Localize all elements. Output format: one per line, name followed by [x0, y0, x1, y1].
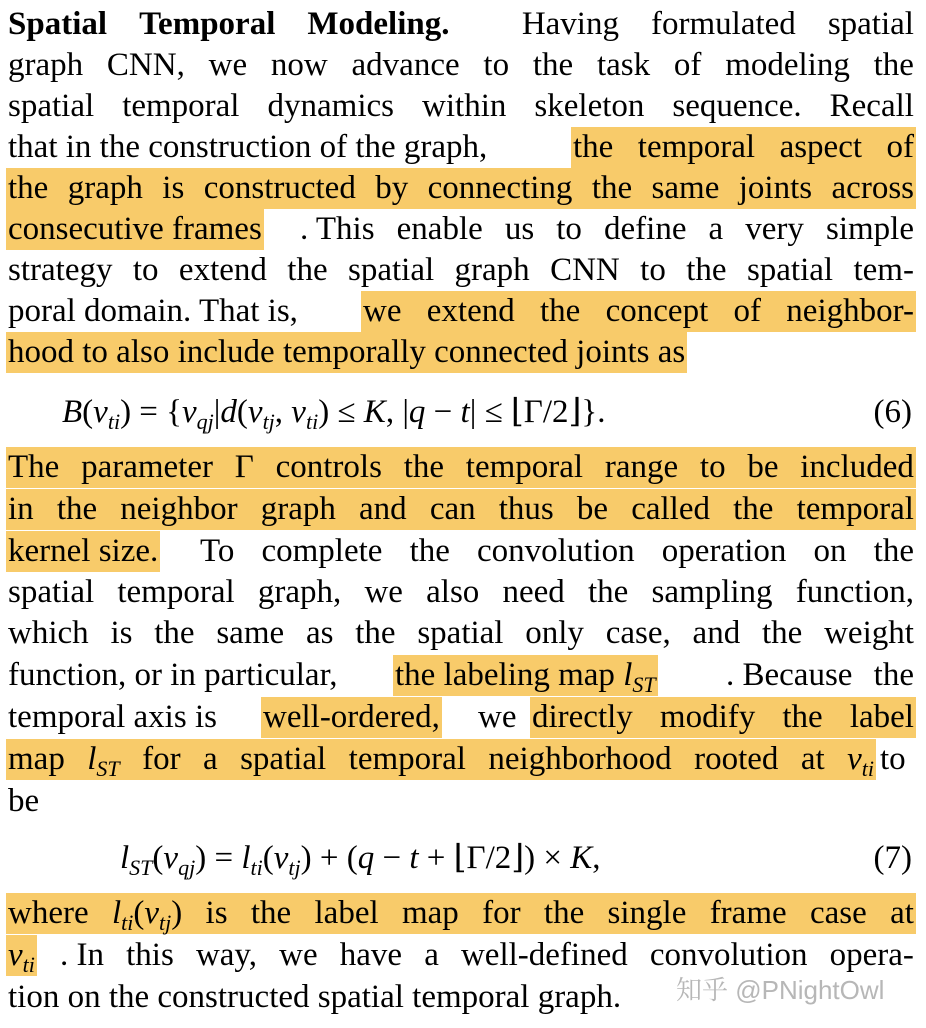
highlighted-text: directly modify the label [530, 697, 916, 738]
text-line [0, 332, 926, 373]
text-line [0, 613, 926, 654]
text-line [0, 86, 926, 127]
line-plain-part: we [478, 699, 517, 735]
watermark: 知乎 @PNightOwl [676, 975, 885, 1005]
highlighted-text: well-ordered, [261, 697, 442, 738]
highlighted-text: map $l_{ST}$ for a spatial temporal neighborhood rooted at $v_{ti}$ [6, 739, 876, 780]
equation-6 [0, 392, 926, 433]
equation-6-number: (6) [873, 394, 912, 430]
line-plain-part: . This enable us to define a very simple [300, 211, 914, 247]
text-line [0, 447, 926, 488]
highlighted-text: kernel size. [6, 531, 160, 572]
line-plain-part: . Because the [726, 657, 914, 693]
highlighted-text: in the neighbor graph and can thus be called the temporal [6, 489, 916, 530]
line-content: graph CNN, we now advance to the task of modeling the [8, 47, 914, 83]
line-content: spatial temporal dynamics within skeleton sequence. Recall [8, 88, 914, 124]
line-content: strategy to extend the spatial graph CNN to the spatial tem- [8, 252, 914, 288]
text-line [0, 655, 926, 696]
text-line [0, 531, 926, 572]
text-line [0, 4, 926, 45]
text-line [0, 291, 926, 332]
highlighted-text: hood to also include temporally connected joints as [6, 332, 687, 373]
highlighted-text: the labeling map $l_{ST}$ [395, 657, 656, 697]
equation-7-body: $l_{ST}(v_{qj}) = l_{ti}(v_{tj}) + (q - t$ + ⌊Γ/2⌋) × K, [120, 840, 601, 880]
line-plain-part: To complete the convolution operation on the [200, 533, 914, 569]
text-line [0, 250, 926, 291]
highlighted-text: consecutive frames [6, 209, 264, 250]
line-plain-part: that in the construction of the graph, [8, 129, 488, 165]
line-plain-part: function, or in particular, [8, 657, 338, 693]
line-plain-part: to [880, 741, 906, 777]
text-line [0, 781, 926, 822]
equation-6-body: $B(v_{ti}) = \{v_{qj}|d(v_{tj}$, $v_{ti}) \le K$, |q − t| ≤ ⌊Γ/2⌋}. [62, 394, 606, 434]
line-content: Spatial Temporal Modeling. Having formulated spatial [8, 6, 914, 42]
equation-7 [0, 838, 926, 879]
text-line [0, 739, 926, 780]
text-line [0, 168, 926, 209]
line-plain-part: poral domain. That is, [8, 293, 298, 329]
text-line [0, 45, 926, 86]
line-plain-part: temporal axis is [8, 699, 217, 735]
equation-7-number: (7) [873, 840, 912, 876]
line-content: tion on the constructed spatial temporal graph. [8, 979, 622, 1015]
highlighted-text: we extend the concept of neighbor- [361, 291, 916, 332]
text-line [0, 209, 926, 250]
line-content: which is the same as the spatial only case, and the weight [8, 615, 914, 651]
text-line [0, 489, 926, 530]
text-line [0, 127, 926, 168]
highlighted-text: where $l_{ti}(v_{tj})$ is the label map for the single frame case at [6, 893, 916, 934]
text-line [0, 893, 926, 934]
line-plain-part: . In this way, we have a well-defined convolution opera- [60, 937, 914, 973]
highlighted-text: The parameter Γ controls the temporal range to be included [6, 447, 916, 488]
highlighted-text: the graph is constructed by connecting the same joints across [6, 168, 916, 209]
line-content: be [8, 783, 40, 819]
text-line [0, 697, 926, 738]
line-content: spatial temporal graph, we also need the sampling function, [8, 574, 914, 610]
text-line [0, 572, 926, 613]
highlighted-text: $v_{ti}$ [8, 937, 35, 977]
highlighted-text: the temporal aspect of [571, 127, 916, 168]
